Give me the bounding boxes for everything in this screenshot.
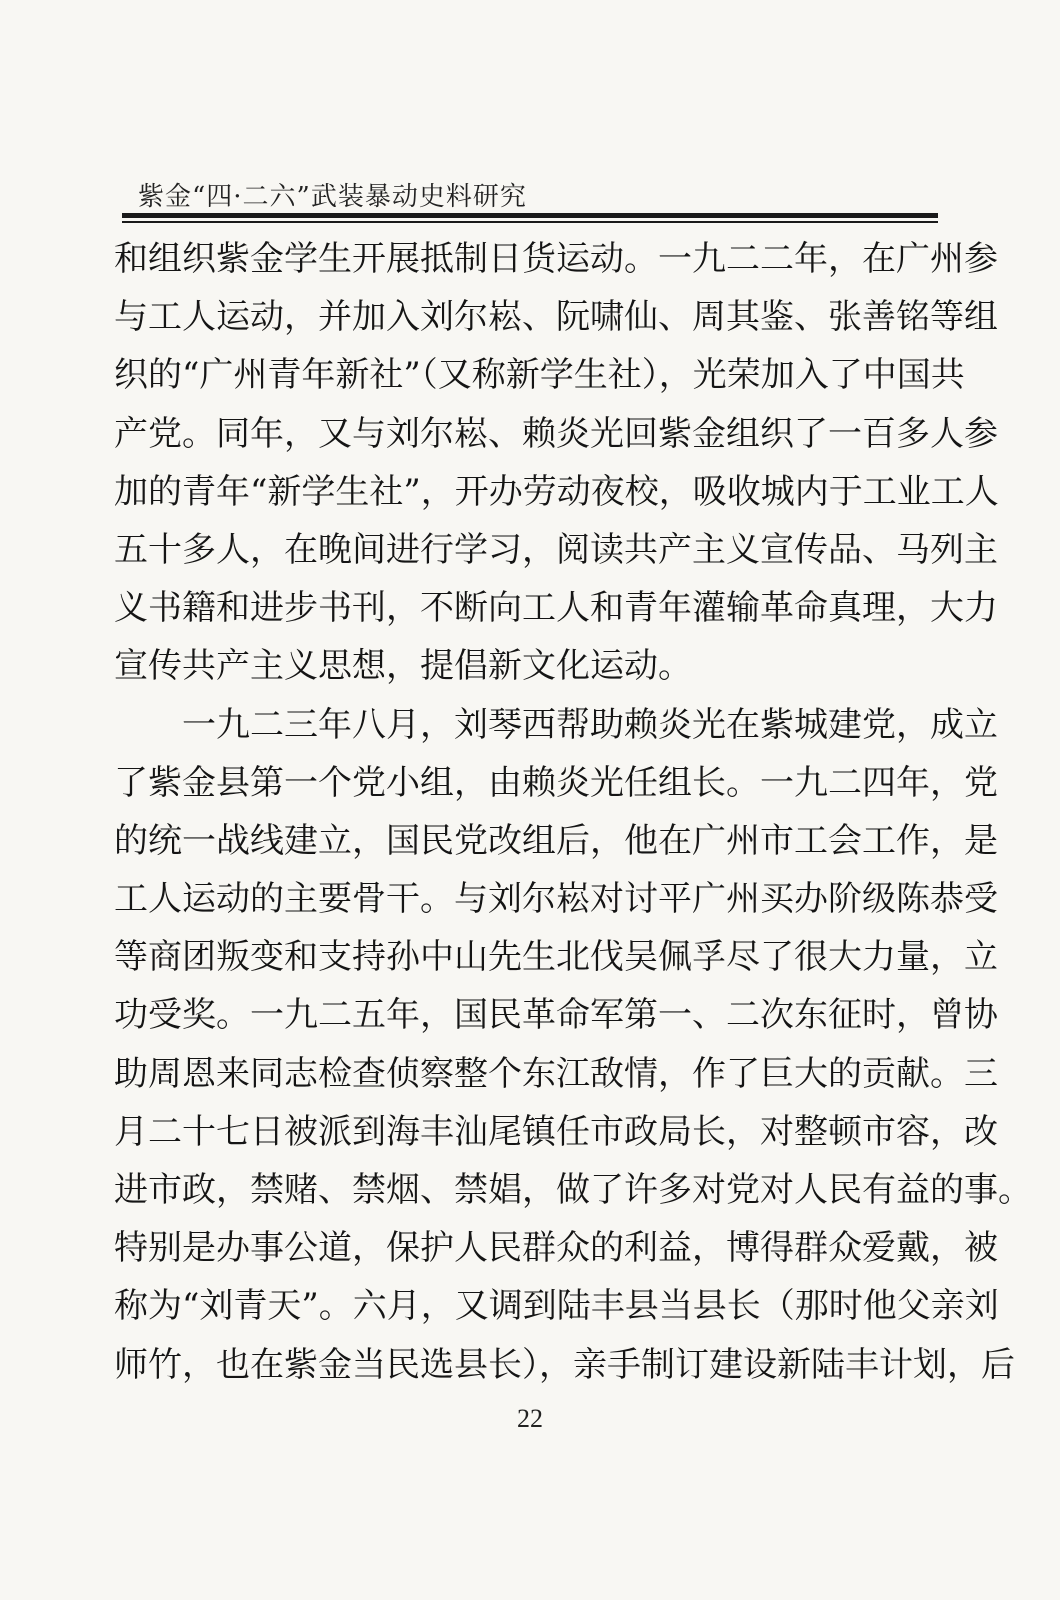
text-line: 织的“广州青年新社”（又称新学生社），光荣加入了中国共	[114, 355, 965, 396]
text-line: 进市政，禁赌、禁烟、禁娼，做了许多对党对人民有益的事。	[114, 1170, 1032, 1210]
text-line: 加的青年“新学生社”，开办劳动夜校，吸收城内于工业工人	[114, 471, 999, 512]
header-rule-thick	[122, 213, 938, 218]
text-line: 月二十七日被派到海丰汕尾镇任市政局长，对整顿市容，改	[114, 1111, 998, 1152]
text-line: 和组织紫金学生开展抵制日货运动。一九二二年，在广州参	[114, 239, 998, 279]
body-text	[114, 230, 1032, 1394]
text-line: 产党。同年，又与刘尔崧、赖炎光回紫金组织了一百多人参	[114, 413, 998, 454]
text-line: 称为“刘青天”。六月，又调到陆丰县当县长（那时他父亲刘	[114, 1286, 999, 1327]
page-number: 22	[517, 1404, 543, 1433]
text-line: 师竹，也在紫金当民选县长），亲手制订建设新陆丰计划，后	[114, 1344, 1015, 1385]
text-line: 工人运动的主要骨干。与刘尔崧对讨平广州买办阶级陈恭受	[114, 879, 998, 920]
text-line: 了紫金县第一个党小组，由赖炎光任组长。一九二四年，党	[114, 762, 998, 803]
text-line: 义书籍和进步书刊，不断向工人和青年灌输革命真理，大力	[114, 588, 998, 629]
text-line: 特别是办事公道，保护人民群众的利益，博得群众爱戴，被	[114, 1228, 998, 1269]
header-rule-thin	[122, 221, 938, 223]
text-line: 功受奖。一九二五年，国民革命军第一、二次东征时，曾协	[114, 995, 998, 1036]
text-line: 与工人运动，并加入刘尔崧、阮啸仙、周其鉴、张善铭等组	[114, 297, 998, 338]
text-line: 等商团叛变和支持孙中山先生北伐吴佩孚尽了很大力量，立	[114, 937, 998, 978]
text-line: 宣传共产主义思想，提倡新文化运动。	[114, 646, 692, 687]
text-line: 的统一战线建立，国民党改组后，他在广州市工会工作，是	[114, 820, 998, 861]
running-header-title: 紫金“四·二六”武装暴动史料研究	[138, 182, 527, 212]
text-line: 一九二三年八月，刘琴西帮助赖炎光在紫城建党，成立	[114, 704, 998, 745]
text-line: 助周恩来同志检查侦察整个东江敌情，作了巨大的贡献。三	[114, 1053, 998, 1094]
text-line: 五十多人，在晚间进行学习，阅读共产主义宣传品、马列主	[114, 529, 998, 570]
